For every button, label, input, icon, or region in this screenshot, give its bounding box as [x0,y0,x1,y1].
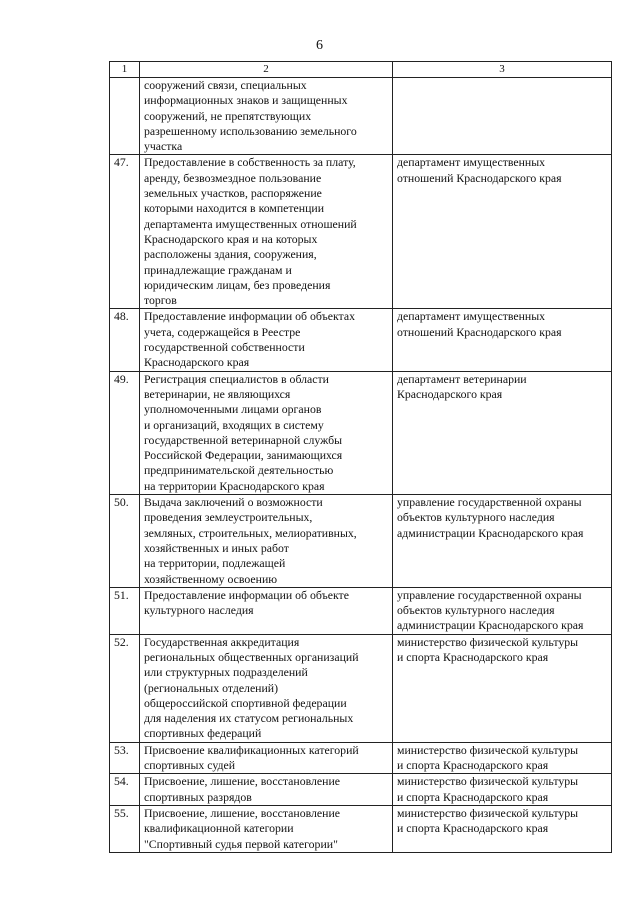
row-number-cell [110,78,140,155]
table-row [110,155,612,309]
service-name: Присвоение, лишение, восстановление спортивных разрядов [143,774,341,804]
row-number-cell [110,634,140,742]
table-row [110,587,612,634]
authority-name: департамент ветеринарии Краснодарского края [397,371,527,401]
authority-cell [393,805,612,852]
service-name-cell [139,805,392,852]
services-table-body [110,62,612,853]
service-name-cell [139,634,392,742]
row-number: 48. [114,309,129,324]
service-name: Выдача заключений о возможности проведения землеустроительных, земляных, строительных, мелиоративных, хозяйственных и иных работ на территории, подлежащей хозяйственному освоению [143,495,357,586]
service-name: сооружений связи, специальных информационных знаков и защищенных сооружений, не препятствующих разрешенному использованию земельного участка [143,78,357,154]
row-number: 51. [114,587,129,602]
table-row [110,78,612,155]
authority-cell [393,587,612,634]
row-number: 53. [114,742,129,757]
authority-name: департамент имущественных отношений Краснодарского края [397,155,562,185]
table-row [110,634,612,742]
service-name-cell [139,587,392,634]
table-row [110,371,612,494]
service-name: Предоставление информации об объектах учета, содержащейся в Реестре государственной собственности Краснодарского края [143,309,355,370]
table-row [110,774,612,806]
service-name-cell [139,78,392,155]
service-name: Присвоение, лишение, восстановление квалификационной категории "Спортивный судья первой категории" [143,805,341,851]
table-row [110,309,612,371]
row-number: 52. [114,634,129,649]
row-number-cell [110,309,140,371]
row-number: 55. [114,805,129,820]
authority-name: министерство физической культуры и спорта Краснодарского края [397,805,579,836]
table-row [110,742,612,774]
authority-cell [393,774,612,806]
row-number-cell [110,371,140,494]
authority-cell [393,78,612,155]
row-number-cell [110,155,140,309]
row-number: 50. [114,495,129,510]
service-name: Регистрация специалистов в области ветеринарии, не являющихся уполномоченными лицами органов и организаций, входящих в систему государственной ветеринарной службы Российской Федерации, занимающихся предпринимательской деятельностью на территории Краснодарского края [143,371,343,493]
authority-name: министерство физической культуры и спорта Краснодарского края [397,742,579,773]
service-name: Государственная аккредитация региональных общественных организаций или структурных подразделений (региональных отделений) общероссийской спортивной федерации для наделения их статусом региональных спортивных федераций [143,634,359,741]
row-number-cell [110,742,140,774]
authority-name: министерство физической культуры и спорта Краснодарского края [397,774,579,804]
row-number: 54. [114,774,129,789]
service-name: Присвоение квалификационных категорий спортивных судей [143,742,359,773]
row-number-cell [110,495,140,588]
service-name-cell [139,155,392,309]
service-name-cell [139,371,392,494]
column-header-2: 2 [139,62,392,78]
row-number: 47. [114,155,129,170]
services-table [109,61,612,853]
row-number-cell [110,587,140,634]
authority-name: управление государственной охраны объектов культурного наследия администрации Краснодарского края [397,587,584,633]
column-header-row [110,62,612,78]
table-row [110,805,612,852]
service-name: Предоставление в собственность за плату, аренду, безвозмездное пользование земельных участков, распоряжение которыми находится в компетенции департамента имущественных отношений Краснодарского края и на которых расположены здания, сооружения, принадлежащие гражданам и юридическим лицам, без проведения торгов [143,155,357,308]
authority-cell [393,495,612,588]
authority-cell [393,371,612,494]
column-header-3: 3 [393,62,612,78]
row-number: 49. [114,371,129,386]
service-name: Предоставление информации об объекте культурного наследия [143,587,349,618]
authority-cell [393,155,612,309]
row-number-cell [110,805,140,852]
page-number: 6 [316,38,323,53]
authority-cell [393,742,612,774]
authority-name: управление государственной охраны объектов культурного наследия администрации Краснодарского края [397,495,584,540]
row-number-cell [110,774,140,806]
authority-name: департамент имущественных отношений Краснодарского края [397,309,562,339]
authority-name: министерство физической культуры и спорта Краснодарского края [397,634,579,664]
service-name-cell [139,495,392,588]
authority-cell [393,634,612,742]
service-name-cell [139,309,392,371]
table-row [110,495,612,588]
service-name-cell [139,774,392,806]
authority-cell [393,309,612,371]
service-name-cell [139,742,392,774]
column-header-1: 1 [110,62,140,78]
